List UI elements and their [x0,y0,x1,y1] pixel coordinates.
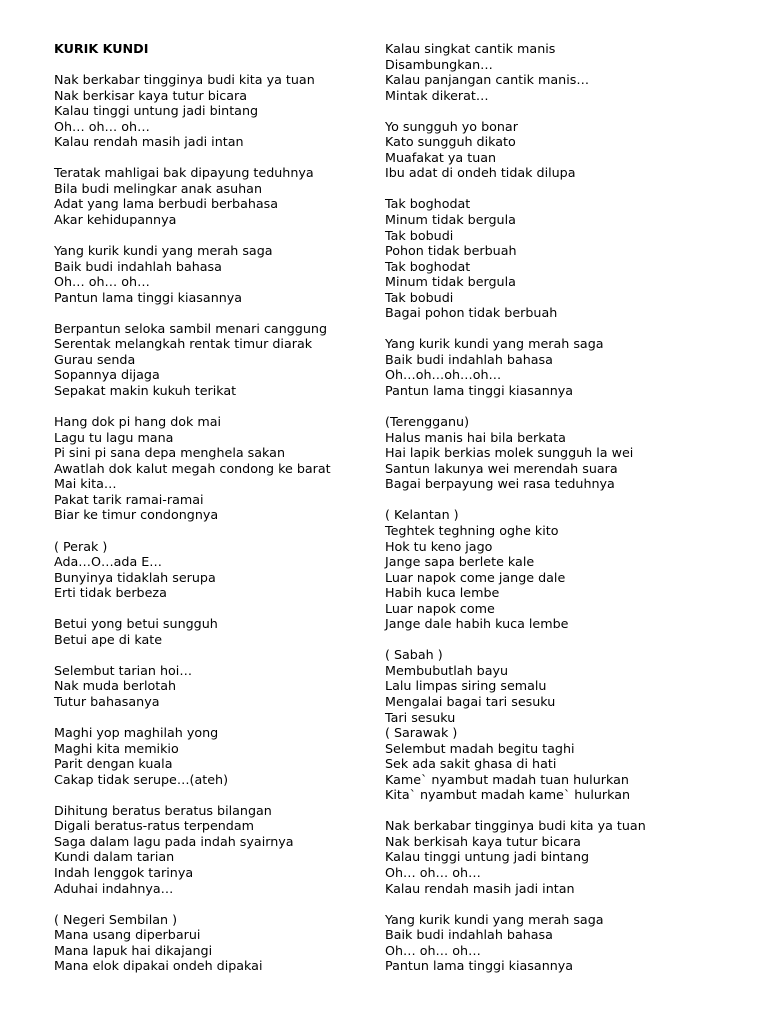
verse-line: Kundi dalam tarian [54,849,175,865]
verse-line: Selembut tarian hoi… [54,662,193,678]
verse-line: ( Kelantan ) [385,507,459,523]
stanza [385,41,646,103]
stanza [385,196,646,320]
stanza [54,243,331,305]
stanza [385,414,646,492]
verse-line: Berpantun seloka sambil menari canggung [54,320,327,336]
verse-line: Pohon tidak berbuah [385,243,517,259]
verse-line: Parit dengan kuala [54,756,173,772]
verse-line: Baik budi indahlah bahasa [54,258,222,274]
verse-line: Maghi yop maghilah yong [54,725,219,741]
verse-line: Sepakat makin kukuh terikat [54,383,237,399]
verse-line: Yo sungguh yo bonar [385,118,518,134]
verse-line: Oh… oh… oh… [54,118,150,134]
stanza [385,725,646,803]
verse-line: Mintak dikerat… [385,87,489,103]
verse-line: ( Sabah ) [385,647,443,663]
verse-line: Pakat tarik ramai-ramai [54,491,204,507]
verse-line: Maghi kita memikio [54,740,179,756]
verse-line: Serentak melangkah rentak timur diarak [54,336,313,352]
verse-line: Aduhai indahnya… [54,880,174,896]
verse-line: Bagai pohon tidak berbuah [385,305,558,321]
verse-line: Disambungkan… [385,56,493,72]
verse-line: Pantun lama tinggi kiasannya [385,958,574,974]
verse-line: Kalau tinggi untung jadi bintang [385,849,590,865]
verse-line: Awatlah dok kalut megah condong ke barat [54,460,331,476]
verse-line: Luar napok come jange dale [385,569,566,585]
verse-line: Saga dalam lagu pada indah syairnya [54,833,294,849]
stanza [54,165,331,227]
verse-line: Ibu adat di ondeh tidak dilupa [385,165,576,181]
verse-line: Membubutlah bayu [385,662,509,678]
verse-line: Oh… oh… oh… [385,942,481,958]
verse-line: Dihitung beratus beratus bilangan [54,802,272,818]
verse-line: Baik budi indahlah bahasa [385,351,553,367]
verse-line: Biar ke timur condongnya [54,507,219,523]
verse-line: Bunyinya tidaklah serupa [54,569,216,585]
verse-line: Muafakat ya tuan [385,149,497,165]
verse-line: Betui yong betui sungguh [54,616,218,632]
verse-line: Mana usang diperbarui [54,927,201,943]
verse-line: Bagai berpayung wei rasa teduhnya [385,476,615,492]
stanza [385,647,646,725]
stanza [54,912,331,974]
verse-line: Tari sesuku [385,709,456,725]
stanza [54,539,331,601]
verse-line: Teratak mahligai bak dipayung teduhnya [54,165,314,181]
document-title: KURIK KUNDI [54,41,149,56]
stanza [385,119,646,181]
stanza [54,663,331,710]
verse-line: Indah lenggok tarinya [54,864,194,880]
verse-line: Mai kita… [54,476,117,492]
verse-line: ( Perak ) [54,538,108,554]
verse-line: Oh… oh… oh… [54,274,150,290]
verse-line: Pantun lama tinggi kiasannya [385,383,574,399]
verse-line: Hang dok pi hang dok mai [54,414,222,430]
verse-line: Erti tidak berbeza [54,585,167,601]
verse-line: Sek ada sakit ghasa di hati [385,756,557,772]
verse-line: Adat yang lama berbudi berbahasa [54,196,279,212]
stanza [385,912,646,974]
verse-line: Nak berkisar kaya tutur bicara [54,87,248,103]
stanza [385,818,646,896]
verse-line: Lalu limpas siring semalu [385,678,547,694]
verse-line: Minum tidak bergula [385,274,516,290]
verse-line: Akar kehidupannya [54,212,177,228]
verse-line: Mana lapuk hai dikajangi [54,942,213,958]
verse-line: Ada…O…ada E… [54,554,162,570]
verse-line: Kalau singkat cantik manis [385,41,556,56]
stanza [54,803,331,896]
verse-line: Cakap tidak serupe…(ateh) [54,771,229,787]
verse-line: Habih kuca lembe [385,585,500,601]
stanza [385,336,646,398]
verse-line: Pantun lama tinggi kiasannya [54,289,243,305]
verse-line: Kato sungguh dikato [385,134,516,150]
verse-line: Nak muda berlotah [54,678,177,694]
verse-line: Teghtek teghning oghe kito [385,522,559,538]
stanza [54,616,331,647]
verse-line: Yang kurik kundi yang merah saga [385,336,604,352]
verse-line: (Terengganu) [385,414,470,430]
stanza [54,321,331,399]
verse-line: Sopannya dijaga [54,367,160,383]
verse-line: Halus manis hai bila berkata [385,429,566,445]
stanza [54,725,331,787]
verse-line: Kita` nyambut madah kame` hulurkan [385,787,631,803]
verse-line: Tak bobudi [385,289,454,305]
verse-line: ( Negeri Sembilan ) [54,911,178,927]
verse-line: Santun lakunya wei merendah suara [385,460,618,476]
verse-line: Kalau rendah masih jadi intan [54,134,244,150]
verse-line: Jange sapa berlete kale [385,554,535,570]
stanza [54,72,331,150]
verse-line: Hai lapik berkias molek sungguh la wei [385,445,634,461]
verse-line: Nak berkabar tingginya budi kita ya tuan [54,72,315,88]
verse-line: Luar napok come [385,600,495,616]
verse-line: Tak bobudi [385,227,454,243]
verse-line: Nak berkabar tingginya budi kita ya tuan [385,818,646,834]
verse-line: Kame` nyambut madah tuan hulurkan [385,771,629,787]
verse-line: Hok tu keno jago [385,538,493,554]
verse-line: Digali beratus-ratus terpendam [54,818,254,834]
verse-line: Gurau senda [54,351,136,367]
verse-line: Betui ape di kate [54,631,163,647]
verse-line: Baik budi indahlah bahasa [385,927,553,943]
verse-line: Tutur bahasanya [54,693,160,709]
verse-line: ( Sarawak ) [385,725,458,741]
verse-line: Kalau tinggi untung jadi bintang [54,103,259,119]
verse-line: Pi sini pi sana depa menghela sakan [54,445,285,461]
verse-line: Yang kurik kundi yang merah saga [385,911,604,927]
verse-line: Bila budi melingkar anak asuhan [54,180,262,196]
verse-line: Jange dale habih kuca lembe [385,616,569,632]
verse-line: Mengalai bagai tari sesuku [385,693,556,709]
verse-line: Nak berkisah kaya tutur bicara [385,833,581,849]
verse-line: Tak boghodat [385,258,471,274]
stanza [54,414,331,523]
right-column [385,41,646,989]
verse-line: Lagu tu lagu mana [54,429,174,445]
verse-line: Mana elok dipakai ondeh dipakai [54,958,263,974]
verse-line: Yang kurik kundi yang merah saga [54,243,273,259]
verse-line: Tak boghodat [385,196,471,212]
verse-line: Oh… oh… oh… [385,864,481,880]
left-column [54,41,331,989]
stanza [385,507,646,631]
verse-line: Kalau rendah masih jadi intan [385,880,575,896]
verse-line: Minum tidak bergula [385,212,516,228]
verse-line: Selembut madah begitu taghi [385,740,575,756]
verse-line: Oh…oh…oh…oh… [385,367,502,383]
verse-line: Kalau panjangan cantik manis… [385,72,590,88]
